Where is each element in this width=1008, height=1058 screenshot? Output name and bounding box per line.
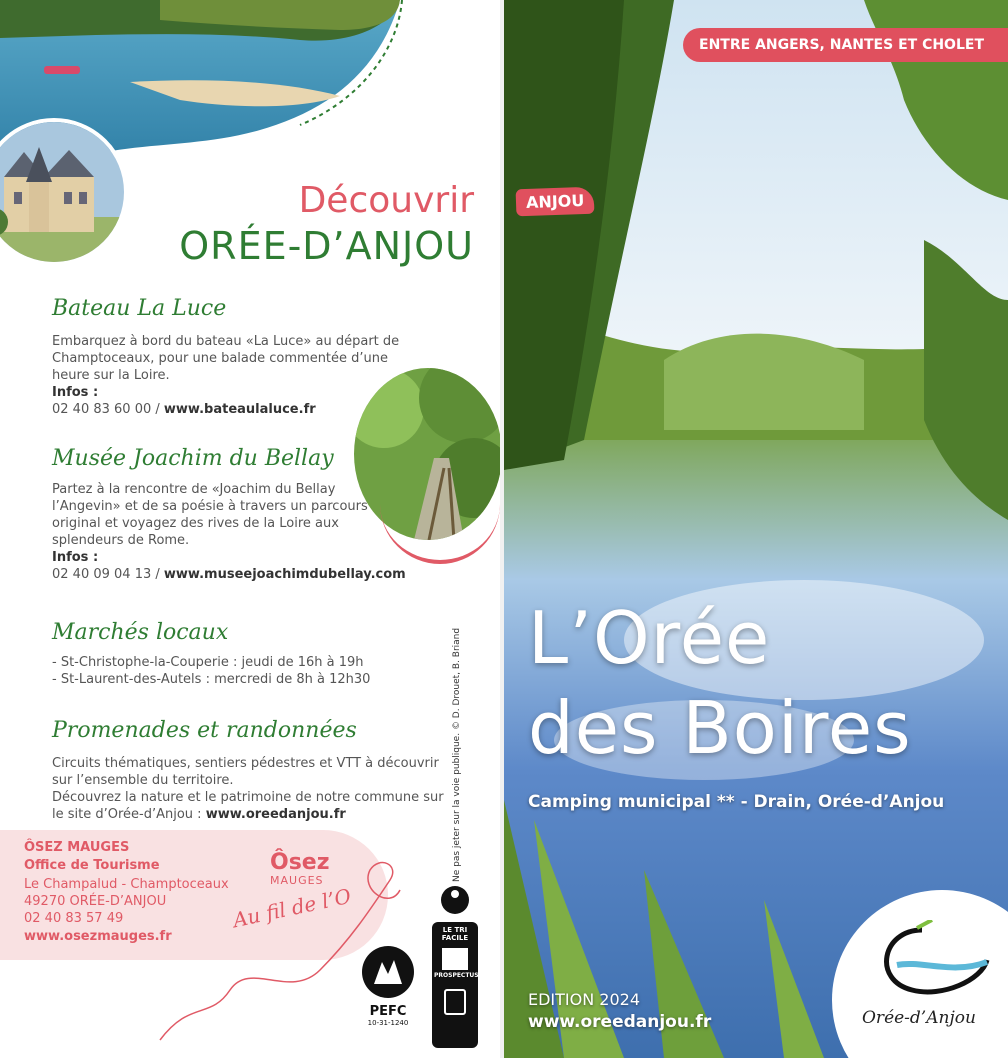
- text-line: l’Angevin» et de sa poésie à travers un parcours: [52, 499, 368, 514]
- cover-title-line1: L’Orée: [528, 596, 771, 680]
- tri-line2: FACILE: [441, 934, 469, 942]
- cover-title-line2: des Boires: [528, 686, 912, 770]
- prospectus-icon: [442, 948, 468, 970]
- section-title-promenades: Promenades et randonnées: [52, 718, 357, 743]
- org-name: ÔSEZ MAUGES: [24, 840, 130, 855]
- title-decouvrir: Découvrir: [298, 180, 474, 221]
- text-line: - St-Laurent-des-Autels : mercredi de 8h à 12h30: [52, 672, 371, 687]
- section-title-bateau: Bateau La Luce: [52, 296, 227, 321]
- bin-icon: [444, 989, 466, 1015]
- text-line: sur l’ensemble du territoire.: [52, 773, 234, 788]
- phone-number: 02 40 83 60 00 /: [52, 402, 164, 417]
- cover-panel: [504, 0, 1008, 1058]
- text-line: Partez à la rencontre de «Joachim du Bellay: [52, 482, 336, 497]
- section-text-marches: [52, 654, 370, 688]
- text-line: splendeurs de Rome.: [52, 533, 190, 548]
- website-link-oree[interactable]: www.oreedanjou.fr: [205, 807, 346, 822]
- text-line: original et voyagez des rives de la Loire aux: [52, 516, 339, 531]
- pefc-tree-icon: [358, 944, 418, 1000]
- text-line: heure sur la Loire.: [52, 368, 170, 383]
- website-link-bateau[interactable]: www.bateaulaluce.fr: [163, 402, 316, 417]
- cover-subtitle: Camping municipal ** - Drain, Orée-d’Anjou: [528, 792, 945, 812]
- script-text: Au fil de l’O: [230, 883, 354, 933]
- pefc-label: PEFC: [369, 1004, 407, 1019]
- location-badge: ENTRE ANGERS, NANTES ET CHOLET: [683, 28, 1008, 62]
- section-text-musee: [52, 481, 406, 583]
- address-line-1: Le Champalud - Champtoceaux: [24, 877, 229, 892]
- website-link-osez[interactable]: www.osezmauges.fr: [24, 929, 172, 944]
- edition-label: EDITION 2024: [528, 990, 641, 1009]
- text-line: Champtoceaux, pour une balade commentée d’une: [52, 351, 389, 366]
- oree-swoosh-icon: [862, 920, 992, 1010]
- osez-logo-bottom: MAUGES: [270, 874, 324, 887]
- phone-number: 02 40 09 04 13 /: [52, 567, 164, 582]
- anjou-logo: ANJOU: [516, 187, 595, 217]
- tri-tag: PROSPECTUS: [434, 972, 479, 979]
- text-line: Découvrez la nature et le patrimoine de notre commune sur: [52, 790, 444, 805]
- text-line: - St-Christophe-la-Couperie : jeudi de 16h à 19h: [52, 655, 364, 670]
- section-title-musee: Musée Joachim du Bellay: [52, 446, 334, 471]
- photo-credit: [452, 612, 468, 882]
- infos-label: Infos :: [52, 385, 99, 400]
- text-line: Embarquez à bord du bateau «La Luce» au départ de: [52, 334, 400, 349]
- pefc-code: 10-31-1240: [367, 1019, 409, 1027]
- address-line-2: 49270 ORÉE-D’ANJOU: [24, 894, 167, 909]
- section-text-promenades: [52, 755, 444, 823]
- website-link-musee[interactable]: www.museejoachimdubellay.com: [163, 567, 406, 582]
- credit-text: Ne pas jeter sur la voie publique. © D. Drouet, B. Briand: [452, 627, 462, 882]
- infos-label: Infos :: [52, 550, 99, 565]
- title-oree-danjou: ORÉE-D’ANJOU: [179, 224, 474, 268]
- section-title-marches: Marchés locaux: [52, 620, 229, 645]
- left-panel: [0, 0, 500, 1058]
- osez-logo-top: Ôsez: [270, 850, 330, 875]
- pefc-logo: [356, 944, 420, 1027]
- website-link-cover[interactable]: www.oreedanjou.fr: [528, 1012, 712, 1032]
- logo-text: Orée-d’Anjou: [862, 1008, 976, 1028]
- recycle-person-icon: [432, 882, 478, 918]
- text-line: le site d’Orée-d’Anjou :: [52, 807, 206, 822]
- section-text-bateau: [52, 333, 399, 418]
- tri-line1: LE TRI: [442, 926, 468, 934]
- phone: 02 40 83 57 49: [24, 911, 124, 926]
- tri-facile-logo: [432, 882, 478, 1048]
- office-name: Office de Tourisme: [24, 858, 160, 873]
- text-line: Circuits thématiques, sentiers pédestres et VTT à découvrir: [52, 756, 439, 771]
